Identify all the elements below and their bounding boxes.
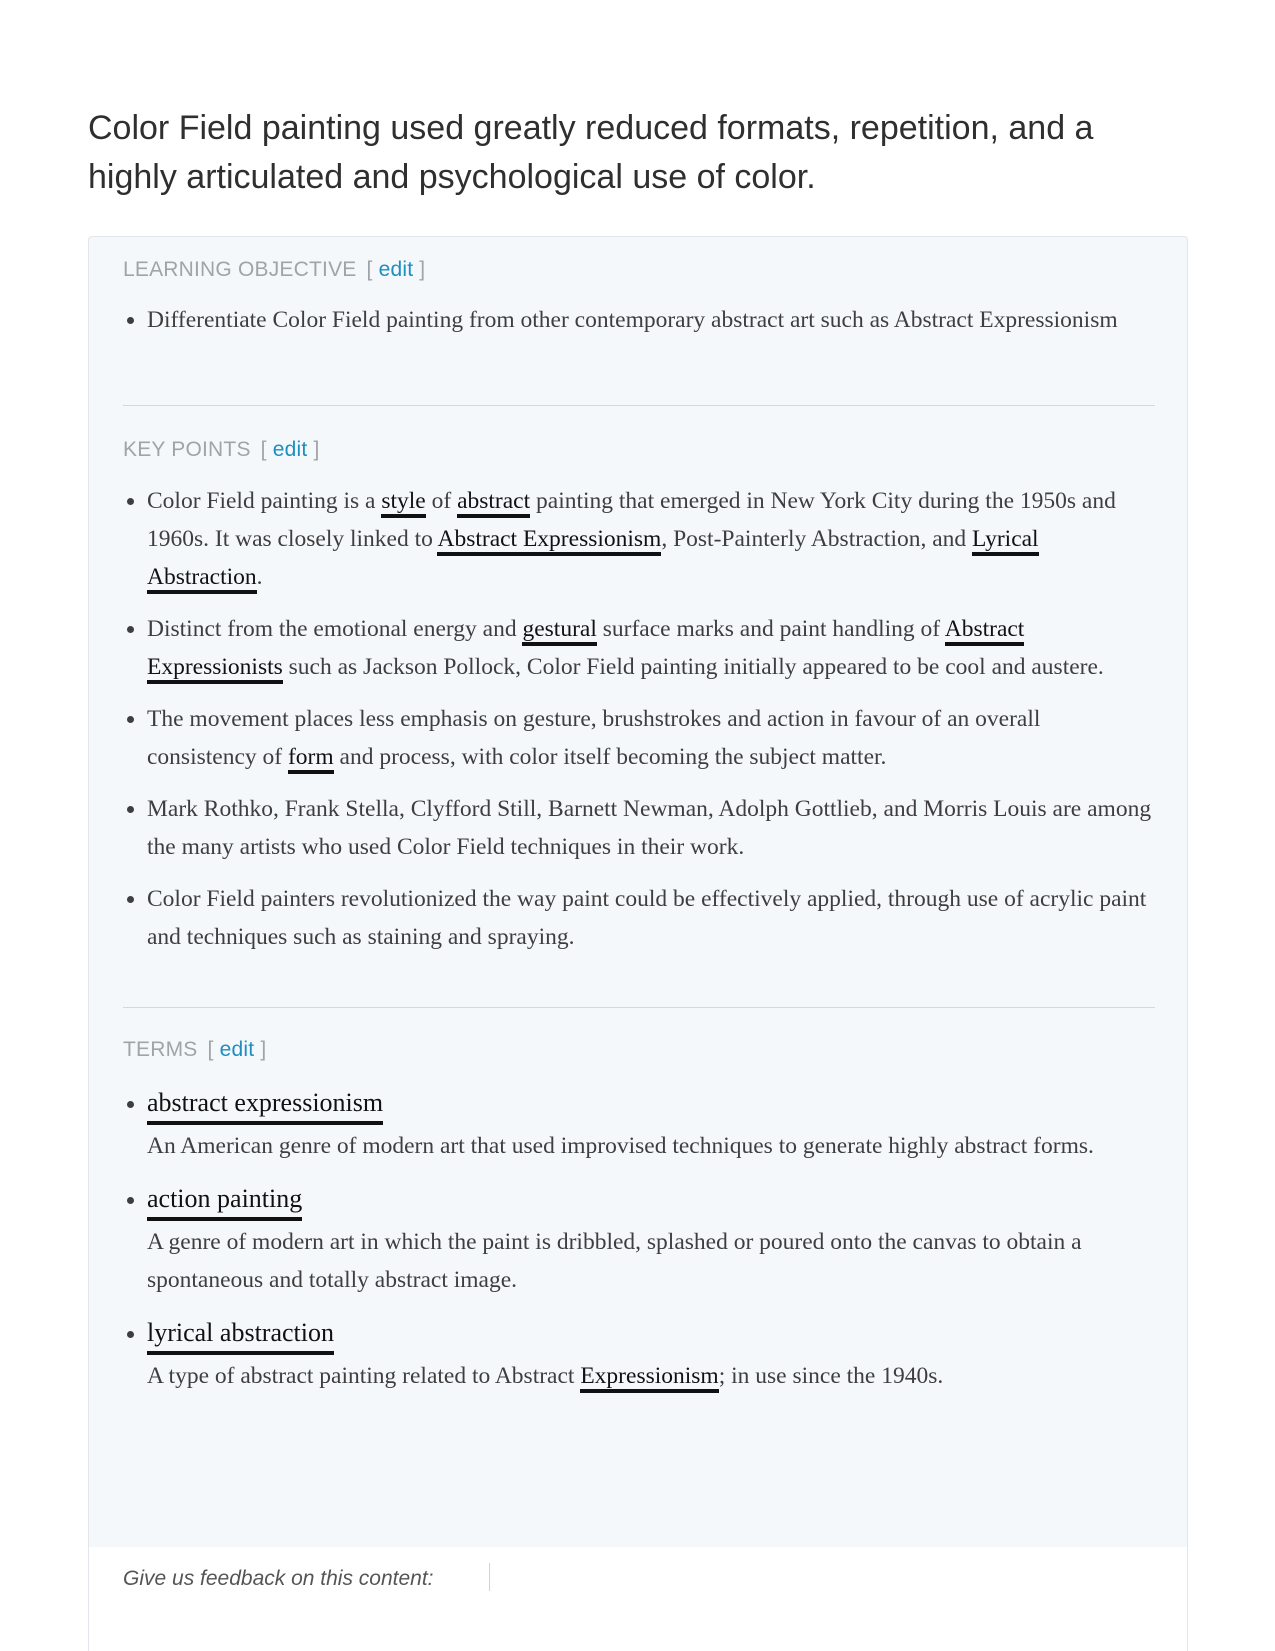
text: such as Jackson Pollock, Color Field painting initially appeared to be cool and austere. bbox=[282, 654, 1104, 680]
glossary-link-style[interactable]: style bbox=[381, 488, 425, 518]
bracket-open: [ bbox=[207, 1038, 214, 1061]
list-item: • Differentiate Color Field painting from other contemporary abstract art such as Abstract Expressionism bbox=[147, 301, 1155, 339]
glossary-link-expressionism[interactable]: Expressionism bbox=[580, 1363, 718, 1393]
text: surface marks and paint handling of bbox=[596, 616, 945, 642]
glossary-link-gestural[interactable]: gestural bbox=[522, 616, 596, 646]
section-divider bbox=[123, 405, 1155, 406]
text: Color Field painters revolutionized the way paint could be effectively applied, through use of acrylic paint and techniques such as staining and spraying. bbox=[147, 886, 1147, 950]
glossary-link-abstract-expressionism[interactable]: Abstract Expressionism bbox=[437, 526, 661, 556]
term-name[interactable]: action painting bbox=[147, 1181, 302, 1221]
text: Color Field painting is a bbox=[147, 488, 382, 514]
glossary-link-abstract-expressionists[interactable]: Abstract Expressionists bbox=[147, 616, 1024, 684]
text: of bbox=[425, 488, 458, 514]
term-item bbox=[147, 1315, 1155, 1395]
key-points-list bbox=[123, 482, 1155, 956]
key-points-heading bbox=[123, 437, 1155, 463]
text: painting that emerged in New York City during the 1950s and 1960s. It was closely linked to bbox=[147, 488, 1116, 552]
term-item bbox=[147, 1085, 1155, 1165]
glossary-link-lyrical-abstraction[interactable]: Lyrical Abstraction bbox=[147, 526, 1039, 594]
text: . bbox=[256, 564, 263, 590]
term-definition: A genre of modern art in which the paint is dribbled, splashed or poured onto the canvas to obtain a spontaneous and totally abstract image. bbox=[147, 1229, 1082, 1293]
list-item bbox=[147, 880, 1155, 956]
list-item bbox=[147, 610, 1155, 686]
key-points-edit-link[interactable]: edit bbox=[272, 438, 308, 461]
terms-title: TERMS bbox=[123, 1038, 198, 1061]
text: and process, with color itself becoming the subject matter. bbox=[333, 744, 887, 770]
term-name[interactable]: abstract expressionism bbox=[147, 1085, 383, 1125]
text: A type of abstract painting related to Abstract bbox=[147, 1363, 581, 1389]
text: The movement places less emphasis on gesture, brushstrokes and action in favour of an overall consistency of bbox=[147, 706, 1041, 770]
term-definition: An American genre of modern art that used improvised techniques to generate highly abstract forms. bbox=[147, 1133, 1094, 1159]
terms-edit-link[interactable]: edit bbox=[219, 1038, 255, 1061]
bracket-close: ] bbox=[419, 258, 426, 281]
glossary-link-form[interactable]: form bbox=[288, 744, 334, 774]
learning-objective-section bbox=[123, 257, 1155, 339]
bracket-open: [ bbox=[366, 258, 373, 281]
bracket-open: [ bbox=[260, 438, 267, 461]
learning-objective-title: LEARNING OBJECTIVE bbox=[123, 258, 357, 281]
summary-card bbox=[88, 236, 1188, 1596]
terms-heading bbox=[123, 1037, 1155, 1063]
glossary-link-abstract[interactable]: abstract bbox=[457, 488, 530, 518]
page-headline: Color Field painting used greatly reduced formats, repetition, and a highly articulated and psychological use of color. bbox=[88, 109, 1094, 196]
learning-objective-heading bbox=[123, 257, 1155, 283]
text: , Post-Painterly Abstraction, and bbox=[661, 526, 973, 552]
section-divider bbox=[123, 1007, 1155, 1008]
terms-section bbox=[123, 1037, 1155, 1411]
text: Mark Rothko, Frank Stella, Clyfford Still, Barnett Newman, Adolph Gottlieb, and Morris Louis are among the many artists who used Color Field techniques in their work. bbox=[147, 796, 1152, 860]
feedback-bar bbox=[88, 1547, 1188, 1651]
feedback-divider bbox=[489, 1563, 490, 1591]
term-name[interactable]: lyrical abstraction bbox=[147, 1315, 334, 1355]
list-item bbox=[147, 700, 1155, 776]
bracket-close: ] bbox=[260, 1038, 267, 1061]
term-definition bbox=[147, 1357, 1155, 1395]
text: Distinct from the emotional energy and bbox=[147, 616, 523, 642]
list-item bbox=[147, 790, 1155, 866]
term-item bbox=[147, 1181, 1155, 1299]
key-points-section bbox=[123, 437, 1155, 970]
list-item bbox=[147, 482, 1155, 596]
terms-list bbox=[123, 1085, 1155, 1395]
feedback-label: Give us feedback on this content: bbox=[123, 1567, 434, 1590]
key-points-title: KEY POINTS bbox=[123, 438, 251, 461]
bracket-close: ] bbox=[313, 438, 320, 461]
text: ; in use since the 1940s. bbox=[718, 1363, 944, 1389]
learning-objective-list bbox=[123, 301, 1155, 339]
learning-objective-edit-link[interactable]: edit bbox=[378, 258, 414, 281]
